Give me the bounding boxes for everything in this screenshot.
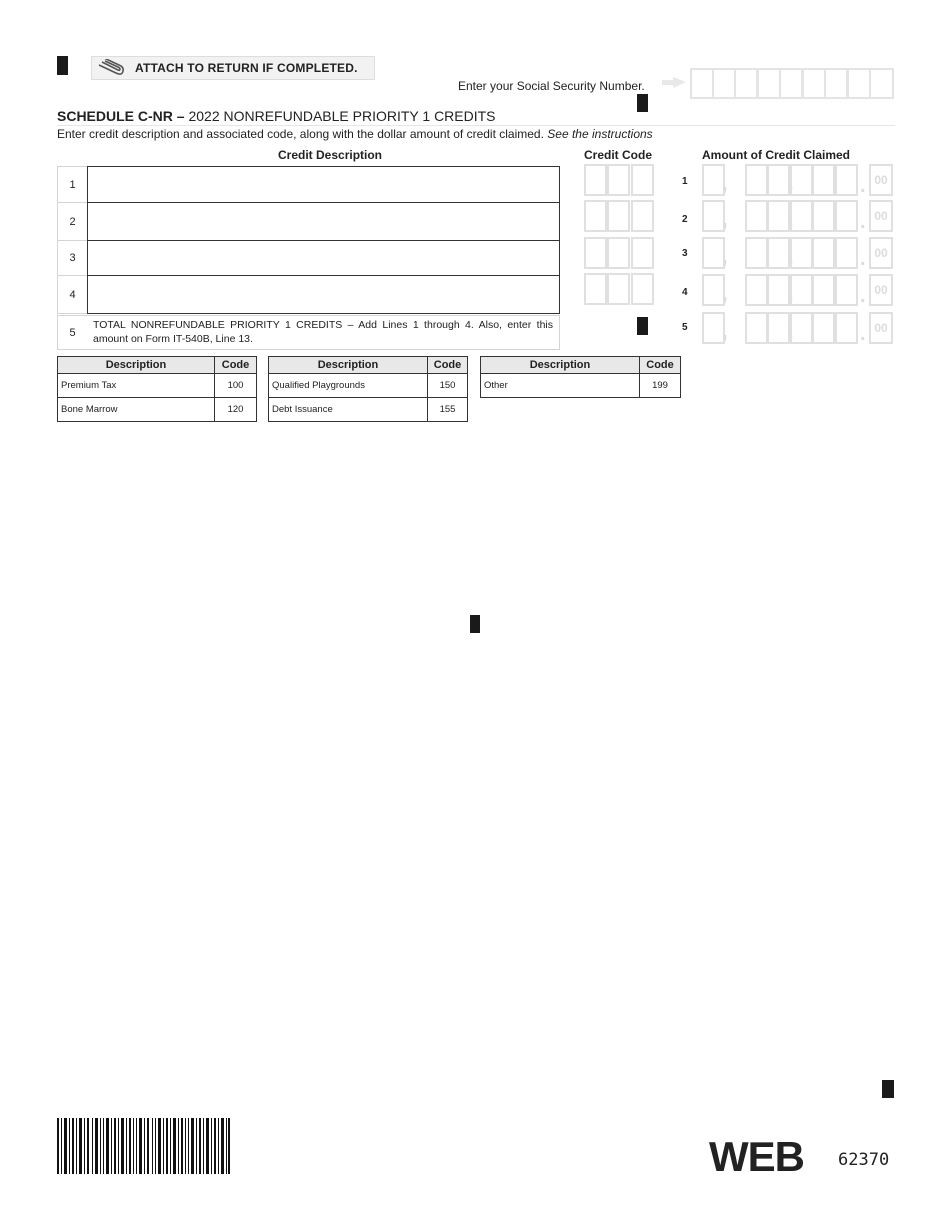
code-value: 199 [640, 374, 681, 398]
thousands-separator: , [722, 283, 728, 305]
table-row [269, 398, 468, 422]
amount-digit-box[interactable] [767, 237, 790, 269]
instructions [57, 127, 653, 141]
amount-digit-box[interactable] [790, 237, 813, 269]
code-description: Debt Issuance [269, 398, 428, 422]
table-row [58, 398, 257, 422]
code-digit-box[interactable] [631, 273, 654, 305]
code-description: Other [481, 374, 640, 398]
line-number: 4 [57, 275, 87, 314]
amount-digit-box[interactable] [745, 200, 768, 232]
amount-digit-box[interactable] [790, 164, 813, 196]
code-digit-box[interactable] [631, 237, 654, 269]
table-row [481, 374, 681, 398]
ssn-digit-box[interactable] [734, 68, 758, 99]
amount-digit-box[interactable] [767, 274, 790, 306]
amount-digit-box[interactable] [790, 312, 813, 344]
ssn-digit-box[interactable] [690, 68, 714, 99]
form-number: 62370 [838, 1150, 890, 1170]
amount-digit-box[interactable] [767, 312, 790, 344]
amount-digit-box[interactable] [790, 200, 813, 232]
decimal-point: . [860, 175, 866, 197]
schedule-subtitle: 2022 NONREFUNDABLE PRIORITY 1 CREDITS [188, 108, 496, 124]
amount-line-number: 3 [682, 248, 688, 259]
attach-label: ATTACH TO RETURN IF COMPLETED. [135, 61, 358, 75]
paperclip-icon [96, 59, 126, 79]
code-table-header: Code [215, 357, 257, 374]
ssn-digit-box[interactable] [869, 68, 894, 99]
thousands-separator: , [788, 173, 794, 195]
code-description: Bone Marrow [58, 398, 215, 422]
thousands-separator: , [788, 283, 794, 305]
code-digit-box[interactable] [584, 273, 607, 305]
amount-digit-box[interactable] [812, 312, 835, 344]
code-value: 120 [215, 398, 257, 422]
thousands-separator: , [788, 209, 794, 231]
amount-header: Amount of Credit Claimed [702, 148, 851, 162]
cents-box: 00 [869, 237, 893, 269]
code-digit-box[interactable] [584, 237, 607, 269]
thousands-separator: , [722, 321, 728, 343]
amount-digit-box[interactable] [835, 237, 858, 269]
ssn-digit-box[interactable] [802, 68, 826, 99]
ssn-digit-box[interactable] [824, 68, 848, 99]
thousands-separator: , [788, 246, 794, 268]
amount-digit-box[interactable] [790, 274, 813, 306]
registration-mark [637, 317, 648, 335]
amount-digit-box[interactable] [745, 312, 768, 344]
code-digit-box[interactable] [584, 164, 607, 196]
registration-mark [470, 615, 480, 633]
table-row [58, 374, 257, 398]
attach-banner [91, 56, 375, 80]
amount-digit-box[interactable] [835, 274, 858, 306]
thousands-separator: , [722, 246, 728, 268]
credit-description-header: Credit Description [278, 148, 383, 162]
code-table [268, 356, 468, 422]
line-number: 3 [57, 240, 87, 276]
registration-mark [57, 56, 68, 75]
code-digit-box[interactable] [631, 164, 654, 196]
code-value: 150 [428, 374, 468, 398]
barcode [57, 1118, 230, 1174]
amount-digit-box[interactable] [745, 237, 768, 269]
ssn-digit-box[interactable] [847, 68, 871, 99]
code-table-header: Description [58, 357, 215, 374]
code-table [480, 356, 681, 398]
code-table-header: Description [269, 357, 428, 374]
thousands-separator: , [722, 173, 728, 195]
amount-digit-box[interactable] [835, 312, 858, 344]
code-digit-box[interactable] [607, 237, 630, 269]
pointing-hand-icon [661, 76, 687, 90]
code-digit-box[interactable] [607, 164, 630, 196]
instructions-text: Enter credit description and associated code, along with the dollar amount of credit claimed. [57, 127, 544, 141]
amount-digit-box[interactable] [812, 237, 835, 269]
code-table-header: Description [481, 357, 640, 374]
ssn-digit-box[interactable] [712, 68, 736, 99]
decimal-point: . [860, 248, 866, 270]
code-digit-box[interactable] [631, 200, 654, 232]
decimal-point: . [860, 211, 866, 233]
amount-line-number: 4 [682, 287, 688, 298]
credit-description-input[interactable] [87, 166, 560, 203]
amount-digit-box[interactable] [745, 164, 768, 196]
decimal-point: . [860, 323, 866, 345]
amount-digit-box[interactable] [767, 164, 790, 196]
thousands-separator: , [722, 209, 728, 231]
credit-description-input[interactable] [87, 202, 560, 241]
cents-box: 00 [869, 164, 893, 196]
amount-digit-box[interactable] [835, 200, 858, 232]
ssn-digit-box[interactable] [757, 68, 781, 99]
code-value: 100 [215, 374, 257, 398]
credit-description-input[interactable] [87, 275, 560, 314]
code-value: 155 [428, 398, 468, 422]
credit-code-header: Credit Code [584, 148, 653, 162]
amount-line-number: 1 [682, 176, 688, 187]
divider [57, 125, 895, 126]
web-label: WEB [709, 1133, 804, 1180]
code-digit-box[interactable] [607, 273, 630, 305]
amount-digit-box[interactable] [812, 274, 835, 306]
credit-description-input[interactable] [87, 240, 560, 276]
code-description: Premium Tax [58, 374, 215, 398]
amount-digit-box[interactable] [767, 200, 790, 232]
amount-digit-box[interactable] [745, 274, 768, 306]
thousands-separator: , [788, 321, 794, 343]
amount-digit-box[interactable] [812, 164, 835, 196]
code-description: Qualified Playgrounds [269, 374, 428, 398]
code-digit-box[interactable] [607, 200, 630, 232]
ssn-label: Enter your Social Security Number. [458, 79, 645, 93]
schedule-title [57, 108, 496, 124]
decimal-point: . [860, 285, 866, 307]
registration-mark [882, 1080, 894, 1098]
cents-box: 00 [869, 200, 893, 232]
registration-mark [637, 94, 648, 112]
code-table-header: Code [428, 357, 468, 374]
line-number: 5 [57, 315, 87, 350]
table-row [269, 374, 468, 398]
instructions-link: See the instructions [547, 127, 653, 141]
line-number: 1 [57, 166, 87, 203]
code-table [57, 356, 257, 422]
line-number: 2 [57, 202, 87, 241]
code-table-header: Code [640, 357, 681, 374]
code-digit-box[interactable] [584, 200, 607, 232]
amount-digit-box[interactable] [835, 164, 858, 196]
cents-box: 00 [869, 274, 893, 306]
total-line-text: TOTAL NONREFUNDABLE PRIORITY 1 CREDITS – Add Lines 1 through 4. Also, enter this amount on Form IT-540B, Line 13. [87, 315, 560, 350]
schedule-name: SCHEDULE C-NR – [57, 108, 185, 124]
amount-line-number: 5 [682, 322, 688, 333]
amount-line-number: 2 [682, 214, 688, 225]
amount-digit-box[interactable] [812, 200, 835, 232]
cents-box: 00 [869, 312, 893, 344]
ssn-digit-box[interactable] [779, 68, 803, 99]
